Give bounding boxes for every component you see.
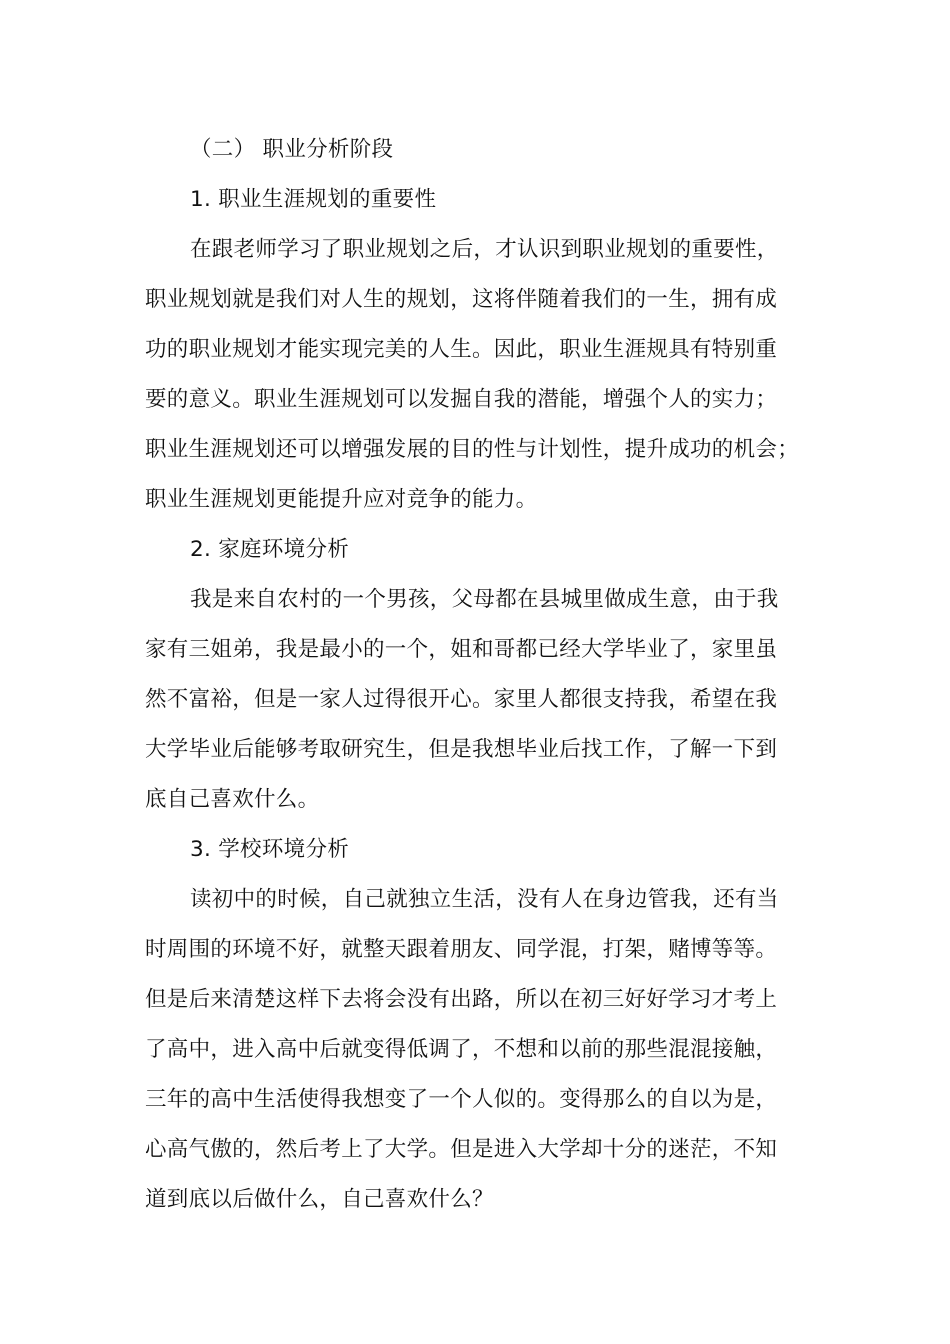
subsection-heading-family-environment: 2. 家庭环境分析 — [190, 537, 350, 562]
paragraph-line: 职业生涯规划更能提升应对竞争的能力。 — [145, 487, 538, 512]
subsection-heading-school-environment: 3. 学校环境分析 — [190, 837, 350, 862]
paragraph-line: 但是后来清楚这样下去将会没有出路，所以在初三好好学习才考上 — [145, 987, 778, 1012]
paragraph-line: 职业规划就是我们对人生的规划，这将伴随着我们的一生，拥有成 — [145, 287, 778, 312]
section-heading: （二） 职业分析阶段 — [190, 137, 394, 162]
paragraph-line: 道到底以后做什么，自己喜欢什么？ — [145, 1187, 494, 1212]
paragraph-line: 然不富裕，但是一家人过得很开心。家里人都很支持我，希望在我 — [145, 687, 778, 712]
paragraph-line: 大学毕业后能够考取研究生，但是我想毕业后找工作，了解一下到 — [145, 737, 778, 762]
paragraph-line: 要的意义。职业生涯规划可以发掘自我的潜能，增强个人的实力； — [145, 387, 778, 412]
subsection-heading-career-importance: 1. 职业生涯规划的重要性 — [190, 187, 437, 212]
paragraph-line: 心高气傲的，然后考上了大学。但是进入大学却十分的迷茫，不知 — [145, 1137, 778, 1162]
paragraph-line: 读初中的时候，自己就独立生活，没有人在身边管我，还有当 — [190, 887, 779, 912]
paragraph-line: 三年的高中生活使得我想变了一个人似的。变得那么的自以为是， — [145, 1087, 778, 1112]
paragraph-line: 底自己喜欢什么。 — [145, 787, 320, 812]
paragraph-line: 职业生涯规划还可以增强发展的目的性与计划性，提升成功的机会； — [145, 437, 800, 462]
paragraph-line: 我是来自农村的一个男孩，父母都在县城里做成生意，由于我 — [190, 587, 779, 612]
paragraph-line: 在跟老师学习了职业规划之后，才认识到职业规划的重要性， — [190, 237, 779, 262]
paragraph-line: 了高中，进入高中后就变得低调了，不想和以前的那些混混接触， — [145, 1037, 778, 1062]
paragraph-line: 时周围的环境不好，就整天跟着朋友、同学混，打架，赌博等等。 — [145, 937, 778, 962]
paragraph-line: 家有三姐弟，我是最小的一个，姐和哥都已经大学毕业了，家里虽 — [145, 637, 778, 662]
paragraph-line: 功的职业规划才能实现完美的人生。因此，职业生涯规具有特别重 — [145, 337, 778, 362]
